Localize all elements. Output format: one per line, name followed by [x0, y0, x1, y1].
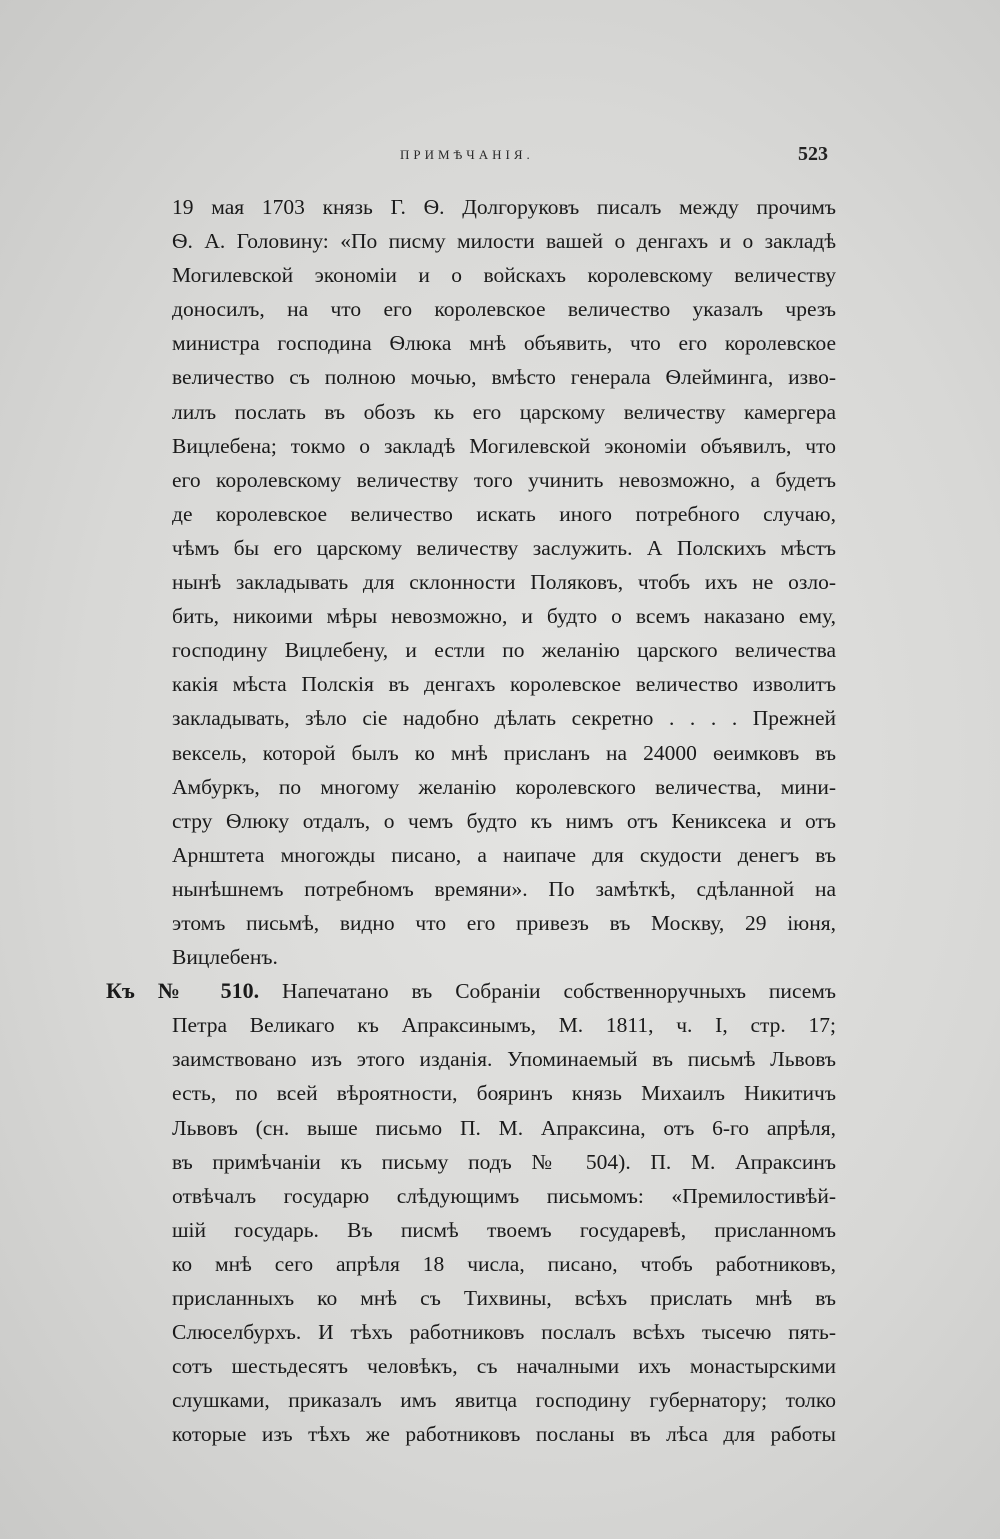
entry-first-text: Напечатано въ Собраніи собственноручныхъ писемъ	[282, 979, 837, 1004]
text-line: въ примѣчаніи къ письму подъ № 504). П. М. Апраксинъ	[172, 1149, 836, 1174]
text-line: де королевское величество искать иного потребного случаю,	[172, 501, 836, 526]
section-title: ПРИМѢЧАНІЯ.	[400, 147, 534, 162]
text-line: закладывать, зѣло сіе надобно дѣлать секретно . . . . Прежней	[172, 706, 836, 731]
text-line: отвѣчалъ государю слѣдующимъ письмомъ: «Премилостивѣй-	[172, 1183, 836, 1208]
text-line: есть, по всей вѣроятности, бояринъ князь Михаилъ Никитичъ	[172, 1081, 836, 1106]
text-line: которые изъ тѣхъ же работниковъ посланы въ лѣса для работы	[172, 1422, 836, 1447]
text-line: сотъ шестьдесятъ человѣкъ, съ началными ихъ монастырскими	[172, 1354, 836, 1379]
text-line: Петра Великаго къ Апраксинымъ, М. 1811, ч. I, стр. 17;	[172, 1013, 836, 1038]
text-line: присланныхъ ко мнѣ съ Тихвины, всѣхъ прислать мнѣ въ	[172, 1286, 836, 1310]
text-line: чѣмъ бы его царскому величеству заслужить. А Полскихъ мѣстъ	[172, 535, 836, 560]
text-line: нынѣ закладывать для склонности Поляковъ, чтобъ ихъ не озло-	[172, 570, 836, 595]
text-line: его королевскому величеству того учинить невозможно, а будетъ	[172, 467, 836, 492]
text-line: Вицлебенъ.	[172, 945, 278, 970]
text-line: господину Вицлебену, и естли по желанію царского величества	[172, 638, 836, 663]
text-line: слушками, приказалъ имъ явитца господину губернатору; толко	[172, 1388, 836, 1413]
text-line: Арнштета многожды писано, а наипаче для скудости денегъ въ	[172, 842, 836, 867]
page-number: 523	[798, 143, 828, 165]
text-line: Амбуркъ, по многому желанію королевского величества, мини-	[172, 774, 836, 799]
entry-first-line	[106, 974, 836, 1008]
text-line: вексель, которой былъ ко мнѣ присланъ на 24000 ѳеимковъ въ	[172, 740, 836, 765]
running-head	[0, 143, 1000, 167]
text-line: заимствовано изъ этого изданія. Упоминаемый въ письмѣ Львовъ	[172, 1047, 836, 1072]
text-line: бить, никоими мѣры невозможно, и будто о всемъ наказано ему,	[172, 604, 836, 629]
text-line: Вицлебена; токмо о закладѣ Могилевской экономіи объявилъ, что	[172, 433, 836, 458]
entry-label: Къ № 510.	[106, 978, 260, 1004]
text-line: ко мнѣ сего апрѣля 18 числа, писано, чтобъ работниковъ,	[172, 1251, 836, 1276]
text-line: 19 мая 1703 князь Г. Ѳ. Долгоруковъ писалъ между прочимъ	[172, 195, 836, 219]
text-line: министра господина Ѳлюка мнѣ объявить, что его королевское	[172, 331, 836, 356]
text-line: доносилъ, на что его королевское величество указалъ чрезъ	[172, 297, 836, 322]
text-line: стру Ѳлюку отдалъ, о чемъ будто къ нимъ отъ Кениксека и отъ	[172, 808, 836, 833]
text-line: величество съ полною мочью, вмѣсто генерала Ѳлейминга, изво-	[172, 365, 836, 390]
text-line: какія мѣста Полскія въ денгахъ королевское величество изволитъ	[172, 672, 836, 697]
text-line: Слюселбурхъ. И тѣхъ работниковъ послалъ всѣхъ тысечю пять-	[172, 1320, 836, 1345]
body-text	[106, 190, 837, 1451]
text-line: этомъ письмѣ, видно что его привезъ въ Москву, 29 іюня,	[172, 910, 836, 935]
text-line: Могилевской экономіи и о войскахъ королевскому величеству	[172, 263, 836, 288]
paragraph-note-510	[106, 974, 837, 1451]
paragraph-dolgorukov-letter	[172, 190, 836, 974]
text-line: Ѳ. А. Головину: «По писму милости вашей о денгахъ и о закладѣ	[172, 229, 836, 254]
text-line: шій государь. Въ писмѣ твоемъ государевѣ, присланномъ	[172, 1217, 836, 1242]
text-line: нынѣшнемъ потребномъ времяни». По замѣткѣ, сдѣланной на	[172, 876, 836, 901]
text-line: лилъ послать въ обозъ кь его царскому величеству камергера	[172, 399, 836, 424]
text-line: Львовъ (сн. выше письмо П. М. Апраксина, отъ 6-го апрѣля,	[172, 1115, 836, 1140]
